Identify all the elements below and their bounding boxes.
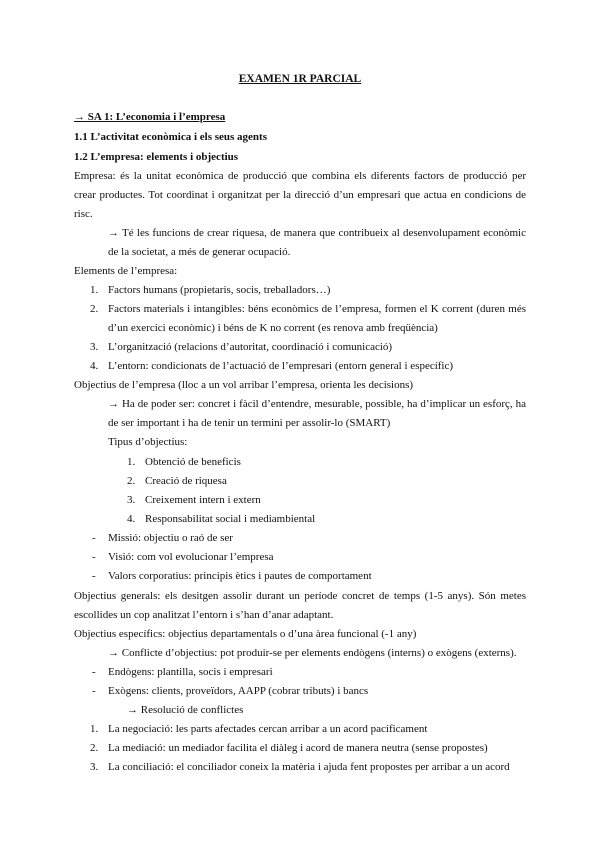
objectives-text: → Ha de poder ser: concret i fàcil d’entendre, mesurable, possible, ha d’implicar un esforç, ha xyxy=(108,398,526,410)
subsection-heading: 1.1 L’activitat econòmica i els seus agents xyxy=(74,131,267,143)
list-number: 4. xyxy=(127,513,136,525)
list-item: La negociació: les parts afectades cercan arribar a un acord pacíficament xyxy=(108,723,428,735)
list-number: 3. xyxy=(90,761,99,773)
list-item: Responsabilitat social i mediambiental xyxy=(145,513,316,525)
resolution-heading: → Resolució de conflictes xyxy=(127,704,244,716)
objectives-text: de ser important i ha de tenir un termini per assolir-lo (SMART) xyxy=(108,417,391,429)
specific-objectives-text: Objectius específics: objectius departamentals o d’una àrea funcional (-1 any) xyxy=(74,628,417,640)
list-number: 2. xyxy=(127,475,136,487)
list-item: L’entorn: condicionats de l’actuació de l’empresari (entorn general i específic) xyxy=(108,360,454,372)
functions-text: de la societat, a més de generar ocupació. xyxy=(108,246,291,258)
definition-text: risc. xyxy=(74,208,93,220)
list-number: 1. xyxy=(90,723,99,735)
general-objectives-text: escollides un cop analitzat l’entorn i s’han d’anar adaptant. xyxy=(74,609,334,621)
list-item: Visió: com vol evolucionar l’empresa xyxy=(108,551,274,563)
list-item: Creació de riquesa xyxy=(145,475,227,487)
list-item: La conciliació: el conciliador coneix la matèria i ajuda fent propostes per arribar a un acord xyxy=(108,761,510,773)
dash-bullet: - xyxy=(92,532,96,544)
list-number: 3. xyxy=(127,494,136,506)
elements-heading: Elements de l’empresa: xyxy=(74,265,178,277)
general-objectives-text: Objectius generals: els desitgen assolir durant un període concret de temps (1-5 anys). Són metes xyxy=(74,590,526,602)
dash-bullet: - xyxy=(92,570,96,582)
list-item: L’organització (relacions d’autoritat, coordinació i comunicació) xyxy=(108,341,393,353)
list-item: Creixement intern i extern xyxy=(145,494,261,506)
list-item: Exògens: clients, proveïdors, AAPP (cobrar tributs) i bancs xyxy=(108,685,369,697)
list-item: d’un exercici econòmic) i béns de K no corrent (es renova amb freqüència) xyxy=(108,322,438,334)
list-number: 3. xyxy=(90,341,99,353)
list-number: 2. xyxy=(90,742,99,754)
list-item: Factors humans (propietaris, socis, treballadors…) xyxy=(108,284,331,296)
list-number: 2. xyxy=(90,303,99,315)
list-number: 4. xyxy=(90,360,99,372)
dash-bullet: - xyxy=(92,551,96,563)
types-heading: Tipus d’objectius: xyxy=(108,436,188,448)
list-item: Valors corporatius: principis ètics i pautes de comportament xyxy=(108,570,372,582)
list-item: Obtenció de beneficis xyxy=(145,456,241,468)
list-item: Missió: objectiu o raó de ser xyxy=(108,532,233,544)
list-item: Endògens: plantilla, socis i empresari xyxy=(108,666,273,678)
list-number: 1. xyxy=(90,284,99,296)
functions-text: → Té les funcions de crear riquesa, de manera que contribueix al desenvolupament econòmic xyxy=(108,227,526,239)
objectives-heading: Objectius de l’empresa (lloc a un vol arribar l’empresa, orienta les decisions) xyxy=(74,379,414,391)
list-item: La mediació: un mediador facilita el diàleg i acord de manera neutra (sense propostes) xyxy=(108,742,488,754)
document-title: EXAMEN 1R PARCIAL xyxy=(238,73,362,85)
subsection-heading: 1.2 L’empresa: elements i objectius xyxy=(74,151,239,163)
definition-text: Empresa: és la unitat econòmica de producció que combina els diferents factors de producció per xyxy=(74,170,526,182)
list-number: 1. xyxy=(127,456,136,468)
dash-bullet: - xyxy=(92,685,96,697)
section-heading: → SA 1: L’economia i l’empresa xyxy=(74,111,226,123)
conflict-text: → Conflicte d’objectius: pot produir-se per elements endògens (interns) o exògens (externs). xyxy=(108,647,517,659)
definition-text: crear productes. Tot coordinat i organitzat per la direcció d’un empresari que actua en condicions de xyxy=(74,189,526,201)
list-item: Factors materials i intangibles: béns econòmics de l’empresa, formen el K corrent (duren més xyxy=(108,303,526,315)
dash-bullet: - xyxy=(92,666,96,678)
